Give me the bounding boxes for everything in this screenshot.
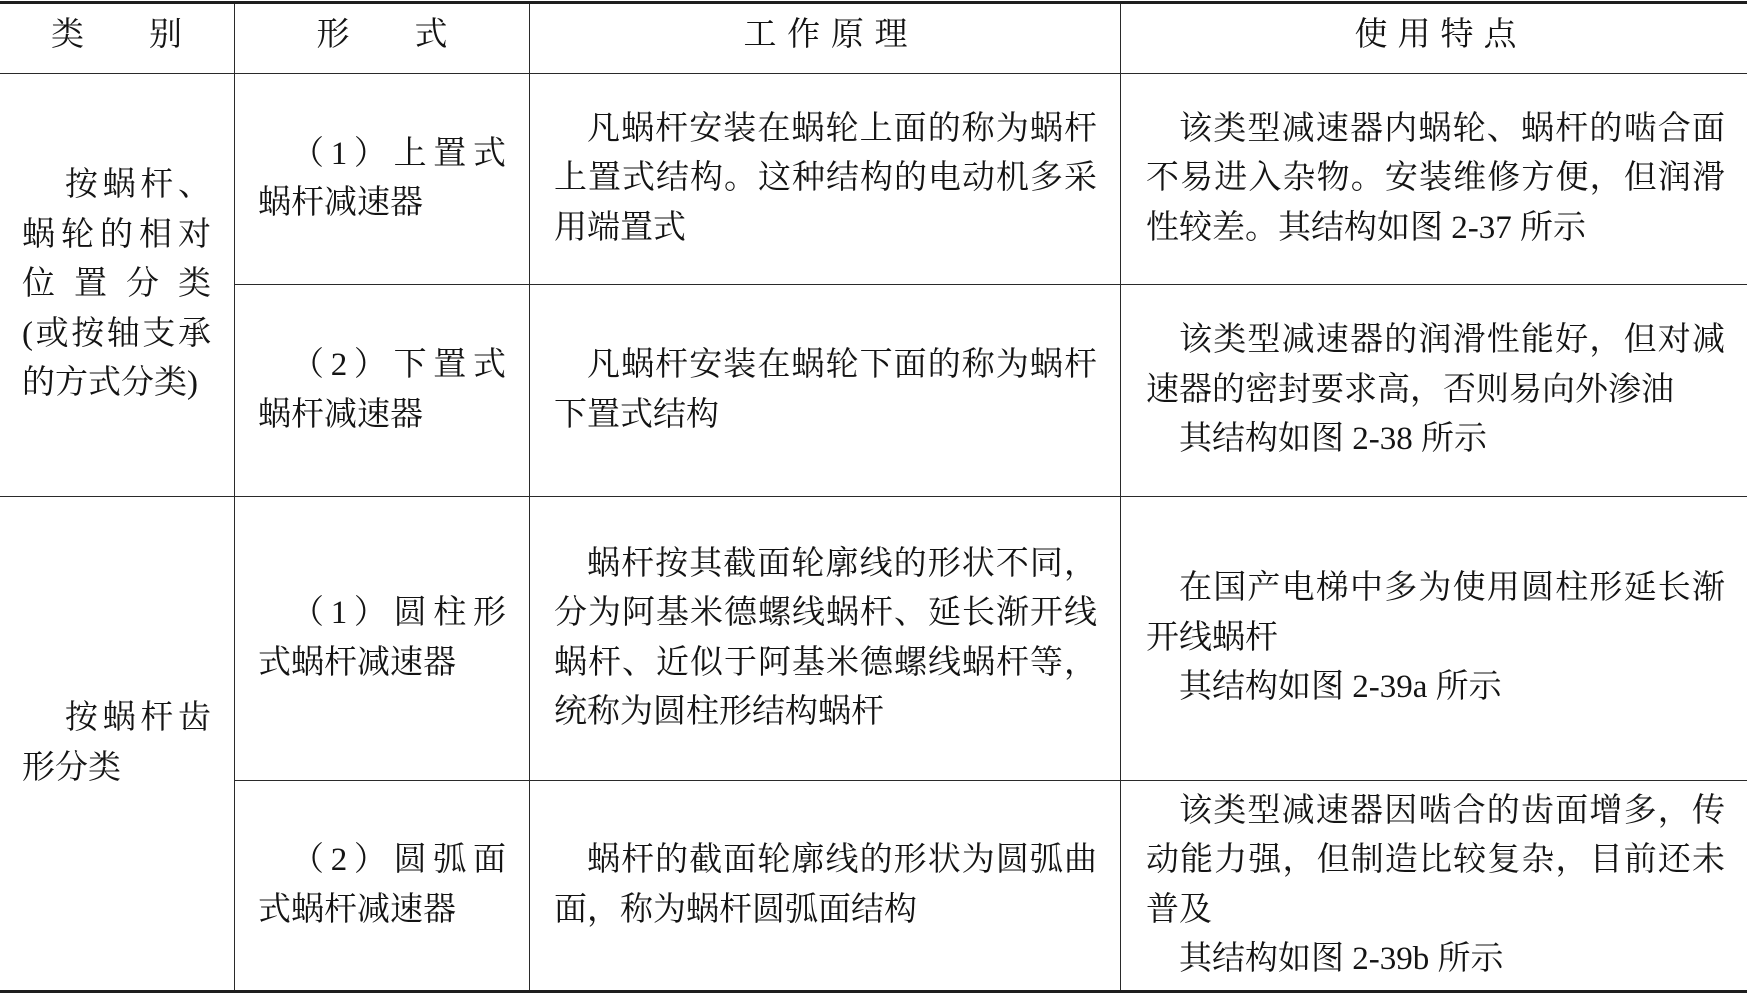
principle-cell [530, 781, 1121, 990]
category-cell [0, 497, 235, 990]
principle-line: 蜗杆、近似于阿基米德螺线蜗杆等， [554, 644, 1097, 681]
form-cell [235, 285, 530, 497]
form-line: 蜗杆减速器 [258, 185, 423, 221]
header-principle: 工作原理 [743, 17, 908, 54]
category-line: 的方式分类) [22, 365, 198, 402]
principle-paragraph [554, 105, 1097, 254]
principle-line: 统称为圆柱形结构蜗杆 [554, 694, 884, 730]
features-line: 动能力强，但制造比较复杂，目前还未 [1146, 842, 1725, 878]
features-cell [1121, 781, 1747, 990]
category-cell [0, 74, 235, 497]
features-line: 性较差。其结构如图 2-37 所示 [1146, 209, 1586, 246]
header-form-cell [235, 4, 530, 74]
category-line: 蜗轮的相对 [22, 216, 211, 253]
header-form: 形式 [316, 17, 448, 54]
principle-line: 分为阿基米德螺线蜗杆、延长渐开线 [554, 595, 1097, 631]
features-figure-reference [1146, 415, 1725, 465]
form-line: （2）圆弧面 [291, 842, 506, 878]
features-line: 该类型减速器的润滑性能好，但对减 [1179, 322, 1725, 359]
features-line: 该类型减速器内蜗轮、蜗杆的啮合面 [1179, 110, 1725, 147]
features-cell [1121, 74, 1747, 285]
features-line: 其结构如图 2-38 所示 [1179, 421, 1487, 458]
principle-line: 凡蜗杆安装在蜗轮下面的称为蜗杆 [587, 347, 1097, 383]
reducer-classification-table [0, 1, 1747, 993]
principle-line: 面，称为蜗杆圆弧面结构 [554, 891, 917, 928]
category-paragraph [22, 694, 211, 793]
principle-line: 蜗杆按其截面轮廓线的形状不同， [587, 545, 1097, 582]
form-line: （1）圆柱形 [291, 595, 506, 631]
form-paragraph [258, 589, 506, 688]
features-figure-reference [1146, 663, 1725, 713]
principle-line: 用端置式 [554, 209, 686, 246]
header-category-cell [0, 4, 235, 74]
form-cell [235, 781, 530, 990]
category-line: 按蜗杆齿 [64, 700, 211, 736]
features-line: 不易进入杂物。安装维修方便，但润滑 [1146, 160, 1725, 197]
form-cell [235, 74, 530, 285]
header-features-cell [1121, 4, 1747, 74]
principle-line: 上置式结构。这种结构的电动机多采 [554, 160, 1097, 197]
category-line: 位置分类 [22, 266, 211, 303]
features-paragraph [1146, 316, 1725, 415]
features-cell [1121, 497, 1747, 781]
principle-line: 下置式结构 [554, 396, 719, 433]
category-line: (或按轴支承 [22, 315, 211, 352]
form-line: 式蜗杆减速器 [258, 891, 456, 928]
category-line: 形分类 [22, 749, 121, 786]
form-paragraph [258, 836, 506, 935]
features-line: 其结构如图 2-39a 所示 [1179, 669, 1502, 706]
features-paragraph [1146, 787, 1725, 936]
header-category: 类别 [51, 17, 182, 54]
form-cell [235, 497, 530, 781]
features-line: 普及 [1146, 891, 1212, 928]
form-line: 蜗杆减速器 [258, 396, 423, 433]
form-line: 式蜗杆减速器 [258, 644, 456, 681]
form-paragraph [258, 341, 506, 440]
features-cell [1121, 285, 1747, 497]
category-line: 按蜗杆、 [64, 167, 211, 204]
principle-paragraph [554, 836, 1097, 935]
principle-paragraph [554, 341, 1097, 440]
form-paragraph [258, 130, 506, 229]
features-paragraph [1146, 105, 1725, 254]
features-line: 其结构如图 2-39b 所示 [1179, 941, 1504, 977]
principle-paragraph [554, 540, 1097, 738]
features-figure-reference [1146, 935, 1725, 985]
features-line: 该类型减速器因啮合的齿面增多，传 [1179, 792, 1725, 829]
form-line: （2）下置式 [291, 347, 506, 383]
header-features: 使用特点 [1354, 17, 1517, 54]
header-principle-cell [530, 4, 1121, 74]
principle-cell [530, 74, 1121, 285]
principle-line: 凡蜗杆安装在蜗轮上面的称为蜗杆 [587, 110, 1097, 147]
features-line: 速器的密封要求高，否则易向外渗油 [1146, 371, 1674, 408]
form-line: （1）上置式 [291, 135, 506, 172]
principle-cell [530, 497, 1121, 781]
category-paragraph [22, 161, 211, 409]
features-line: 开线蜗杆 [1146, 619, 1278, 656]
principle-line: 蜗杆的截面轮廓线的形状为圆弧曲 [587, 842, 1097, 878]
features-line: 在国产电梯中多为使用圆柱形延长渐 [1179, 570, 1725, 607]
principle-cell [530, 285, 1121, 497]
features-paragraph [1146, 564, 1725, 663]
